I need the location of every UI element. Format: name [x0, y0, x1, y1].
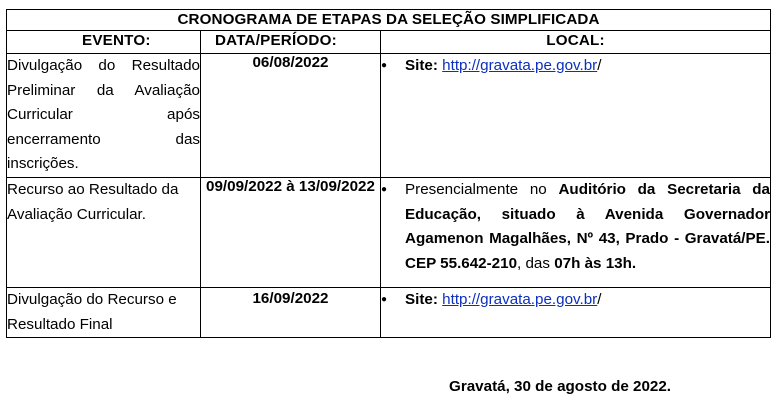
- bullet-icon: ●: [381, 294, 388, 305]
- site-link[interactable]: http://gravata.pe.gov.br: [442, 291, 598, 308]
- location-text: [405, 54, 770, 79]
- location-cell: [381, 288, 771, 338]
- header-location: LOCAL:: [381, 31, 771, 54]
- location-address: Auditório da Secretaria da Educação, situado à Avenida Governador Agamenon Magalhães, Nº 43, Prado - Gravatá/PE. CEP 55.642-210: [405, 181, 771, 272]
- bullet-icon: ●: [381, 60, 388, 71]
- site-suffix: /: [597, 291, 602, 308]
- location-item: [381, 178, 770, 276]
- title-row: [7, 10, 771, 31]
- table-row: [7, 54, 771, 178]
- table-row: [7, 288, 771, 338]
- schedule-table: [6, 9, 771, 338]
- signature-line: Gravatá, 30 de agosto de 2022.: [449, 378, 672, 395]
- location-cell: [381, 178, 771, 288]
- location-prefix: Presencialmente no: [405, 181, 559, 198]
- location-time: 07h às 13h.: [554, 254, 637, 272]
- table-title: CRONOGRAMA DE ETAPAS DA SELEÇÃO SIMPLIFICADA: [7, 10, 771, 31]
- location-text: [405, 288, 770, 313]
- location-text: [405, 178, 770, 276]
- event-cell: Divulgação do Resultado Preliminar da Avaliação Curricular após encerramento das inscrições.: [7, 54, 201, 178]
- location-item: [381, 288, 770, 313]
- header-date: DATA/PERÍODO:: [201, 31, 381, 54]
- header-row: [7, 31, 771, 54]
- location-item: [381, 54, 770, 79]
- table-row: [7, 178, 771, 288]
- site-link[interactable]: http://gravata.pe.gov.br: [442, 57, 598, 74]
- date-cell: 16/09/2022: [201, 288, 381, 338]
- location-cell: [381, 54, 771, 178]
- site-suffix: /: [597, 57, 602, 74]
- event-cell: Divulgação do Recurso e Resultado Final: [7, 288, 201, 338]
- event-cell: Recurso ao Resultado da Avaliação Curricular.: [7, 178, 201, 288]
- site-label: Site:: [405, 57, 438, 74]
- header-event: EVENTO:: [7, 31, 201, 54]
- date-cell: 06/08/2022: [201, 54, 381, 178]
- date-cell: 09/09/2022 à 13/09/2022: [201, 178, 381, 288]
- bullet-icon: ●: [381, 184, 388, 195]
- site-label: Site:: [405, 291, 438, 308]
- location-mid: , das: [517, 254, 555, 272]
